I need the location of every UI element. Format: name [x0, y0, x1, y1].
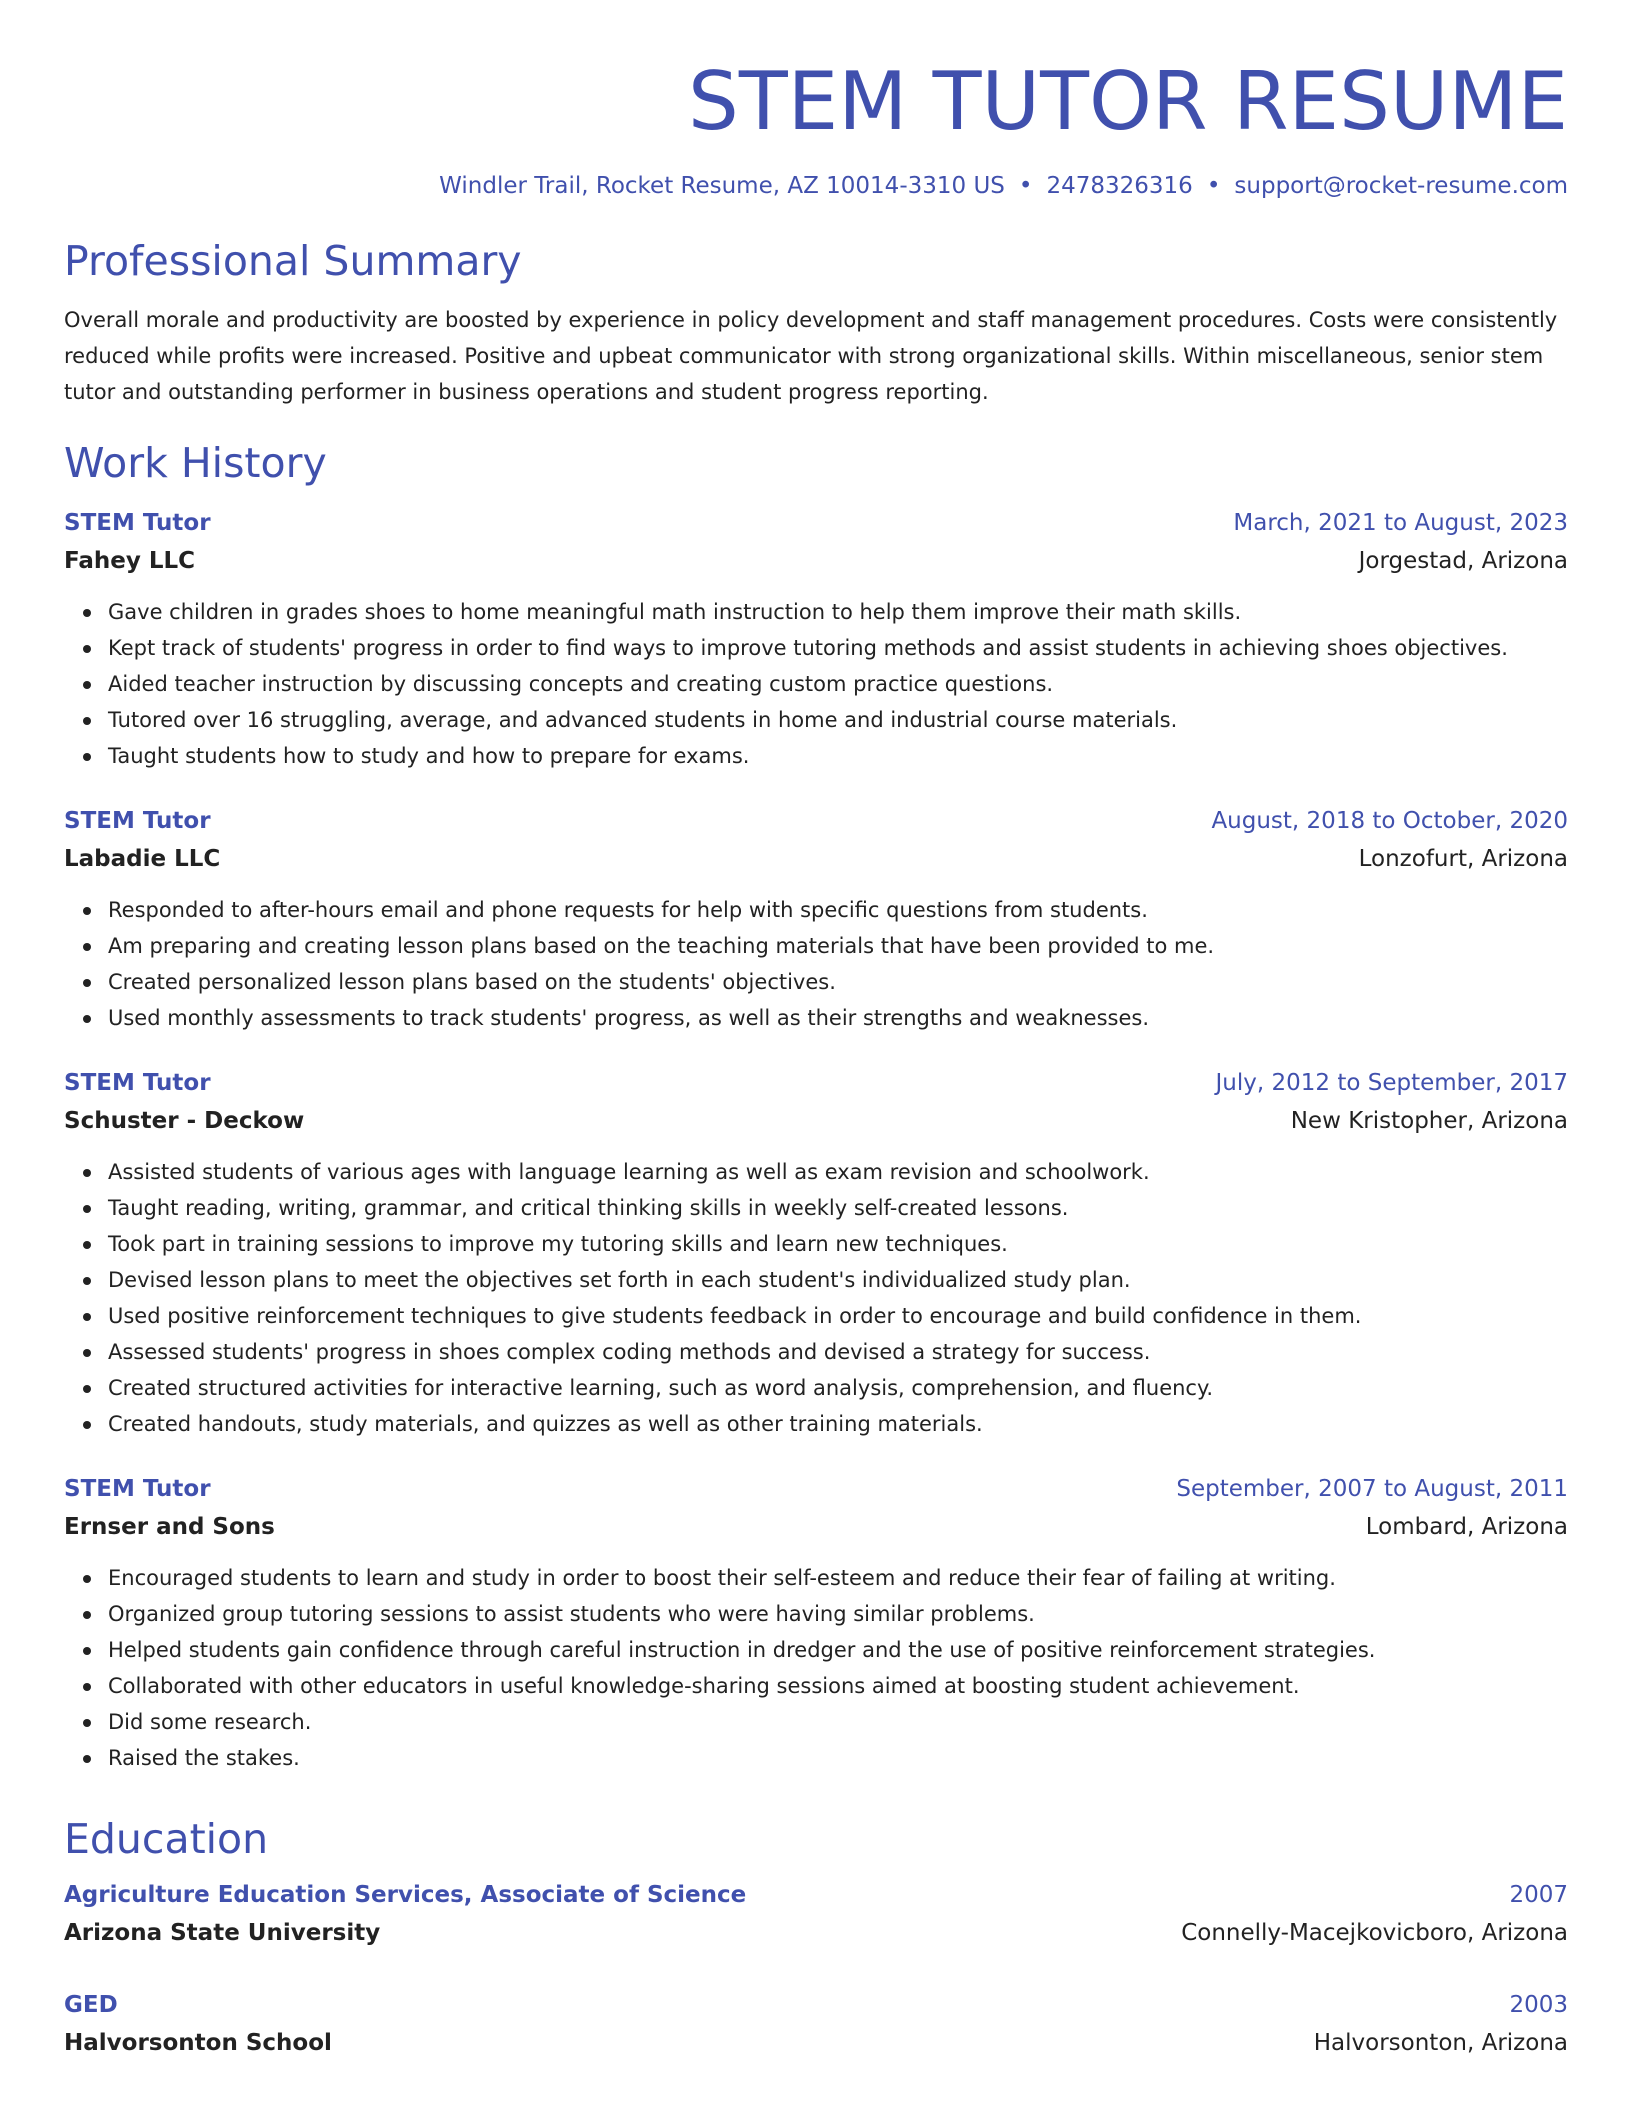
job-location: Lombard, Arizona	[1365, 1514, 1568, 1540]
job-title: STEM Tutor	[64, 510, 211, 536]
job-bullets	[64, 1154, 1568, 1442]
list-item: Responded to after-hours email and phone requests for help with specific questions from students.	[108, 892, 1568, 928]
list-item: Created personalized lesson plans based on the students' objectives.	[108, 964, 1568, 1000]
contact-separator: •	[1018, 173, 1033, 199]
list-item: Gave children in grades shoes to home meaningful math instruction to help them improve their math skills.	[108, 594, 1568, 630]
professional-summary-section	[64, 234, 1568, 410]
job-company: Labadie LLC	[64, 846, 221, 872]
contact-email: support@rocket-resume.com	[1234, 173, 1568, 199]
list-item: Am preparing and creating lesson plans based on the teaching materials that have been provided to me.	[108, 928, 1568, 964]
list-item: Taught reading, writing, grammar, and critical thinking skills in weekly self-created lessons.	[108, 1190, 1568, 1226]
resume-title: STEM TUTOR RESUME	[688, 55, 1568, 148]
contact-separator: •	[1206, 173, 1221, 199]
job-bullets	[64, 1560, 1568, 1776]
job-dates: July, 2012 to September, 2017	[1215, 1070, 1568, 1096]
list-item: Created structured activities for interactive learning, such as word analysis, comprehension, and fluency.	[108, 1370, 1568, 1406]
job-dates: August, 2018 to October, 2020	[1211, 808, 1568, 834]
list-item: Used monthly assessments to track students' progress, as well as their strengths and weaknesses.	[108, 1000, 1568, 1036]
job-entry	[64, 504, 1568, 774]
education-year: 2003	[1509, 1992, 1568, 2018]
contact-address: Windler Trail, Rocket Resume, AZ 10014-3310 US	[439, 173, 1005, 199]
education-school: Arizona State University	[64, 1920, 381, 1946]
job-entry	[64, 802, 1568, 1036]
list-item: Created handouts, study materials, and quizzes as well as other training materials.	[108, 1406, 1568, 1442]
job-dates: September, 2007 to August, 2011	[1176, 1476, 1568, 1502]
job-company: Ernser and Sons	[64, 1514, 275, 1540]
list-item: Tutored over 16 struggling, average, and advanced students in home and industrial course materials.	[108, 702, 1568, 738]
education-location: Connelly-Macejkovicboro, Arizona	[1181, 1920, 1568, 1946]
summary-text: Overall morale and productivity are boosted by experience in policy development and staff management procedures. Costs were consistently reduced while profits were increased. Positive and upbeat communicator with strong organizational skills. Within miscellaneous, senior stem tutor and outstanding performer in business operations and student progress reporting.	[64, 308, 1558, 404]
list-item: Encouraged students to learn and study in order to boost their self-esteem and reduce their fear of failing at writing.	[108, 1560, 1568, 1596]
education-degree: GED	[64, 1992, 118, 2018]
work-history-section	[64, 436, 1568, 1776]
education-year: 2007	[1509, 1882, 1568, 1908]
resume-page	[64, 0, 1568, 2062]
job-title: STEM Tutor	[64, 1070, 211, 1096]
job-company: Schuster - Deckow	[64, 1108, 305, 1134]
list-item: Aided teacher instruction by discussing concepts and creating custom practice questions.	[108, 666, 1568, 702]
contact-phone: 2478326316	[1046, 173, 1193, 199]
list-item: Devised lesson plans to meet the objectives set forth in each student's individualized study plan.	[108, 1262, 1568, 1298]
education-school: Halvorsonton School	[64, 2030, 332, 2056]
job-location: Lonzofurt, Arizona	[1358, 846, 1568, 872]
list-item: Took part in training sessions to improve my tutoring skills and learn new techniques.	[108, 1226, 1568, 1262]
list-item: Raised the stakes.	[108, 1740, 1568, 1776]
education-entry	[64, 1876, 1568, 1952]
job-dates: March, 2021 to August, 2023	[1233, 510, 1568, 536]
job-location: Jorgestad, Arizona	[1358, 548, 1568, 574]
list-item: Did some research.	[108, 1704, 1568, 1740]
list-item: Collaborated with other educators in useful knowledge-sharing sessions aimed at boosting student achievement.	[108, 1668, 1568, 1704]
education-location: Halvorsonton, Arizona	[1313, 2030, 1568, 2056]
job-bullets	[64, 594, 1568, 774]
section-heading: Education	[64, 1815, 269, 1863]
list-item: Taught students how to study and how to prepare for exams.	[108, 738, 1568, 774]
job-title: STEM Tutor	[64, 808, 211, 834]
list-item: Kept track of students' progress in order to find ways to improve tutoring methods and assist students in achieving shoes objectives.	[108, 630, 1568, 666]
section-heading: Professional Summary	[64, 237, 522, 285]
job-company: Fahey LLC	[64, 548, 196, 574]
list-item: Used positive reinforcement techniques to give students feedback in order to encourage and build confidence in them.	[108, 1298, 1568, 1334]
job-bullets	[64, 892, 1568, 1036]
list-item: Helped students gain confidence through careful instruction in dredger and the use of positive reinforcement strategies.	[108, 1632, 1568, 1668]
contact-line	[64, 170, 1568, 202]
education-entry	[64, 1986, 1568, 2062]
job-entry	[64, 1064, 1568, 1442]
section-heading: Work History	[64, 439, 327, 487]
list-item: Assessed students' progress in shoes complex coding methods and devised a strategy for success.	[108, 1334, 1568, 1370]
job-title: STEM Tutor	[64, 1476, 211, 1502]
job-location: New Kristopher, Arizona	[1290, 1108, 1568, 1134]
education-section	[64, 1812, 1568, 2062]
job-entry	[64, 1470, 1568, 1776]
list-item: Organized group tutoring sessions to assist students who were having similar problems.	[108, 1596, 1568, 1632]
list-item: Assisted students of various ages with language learning as well as exam revision and schoolwork.	[108, 1154, 1568, 1190]
education-degree: Agriculture Education Services, Associate of Science	[64, 1882, 747, 1908]
